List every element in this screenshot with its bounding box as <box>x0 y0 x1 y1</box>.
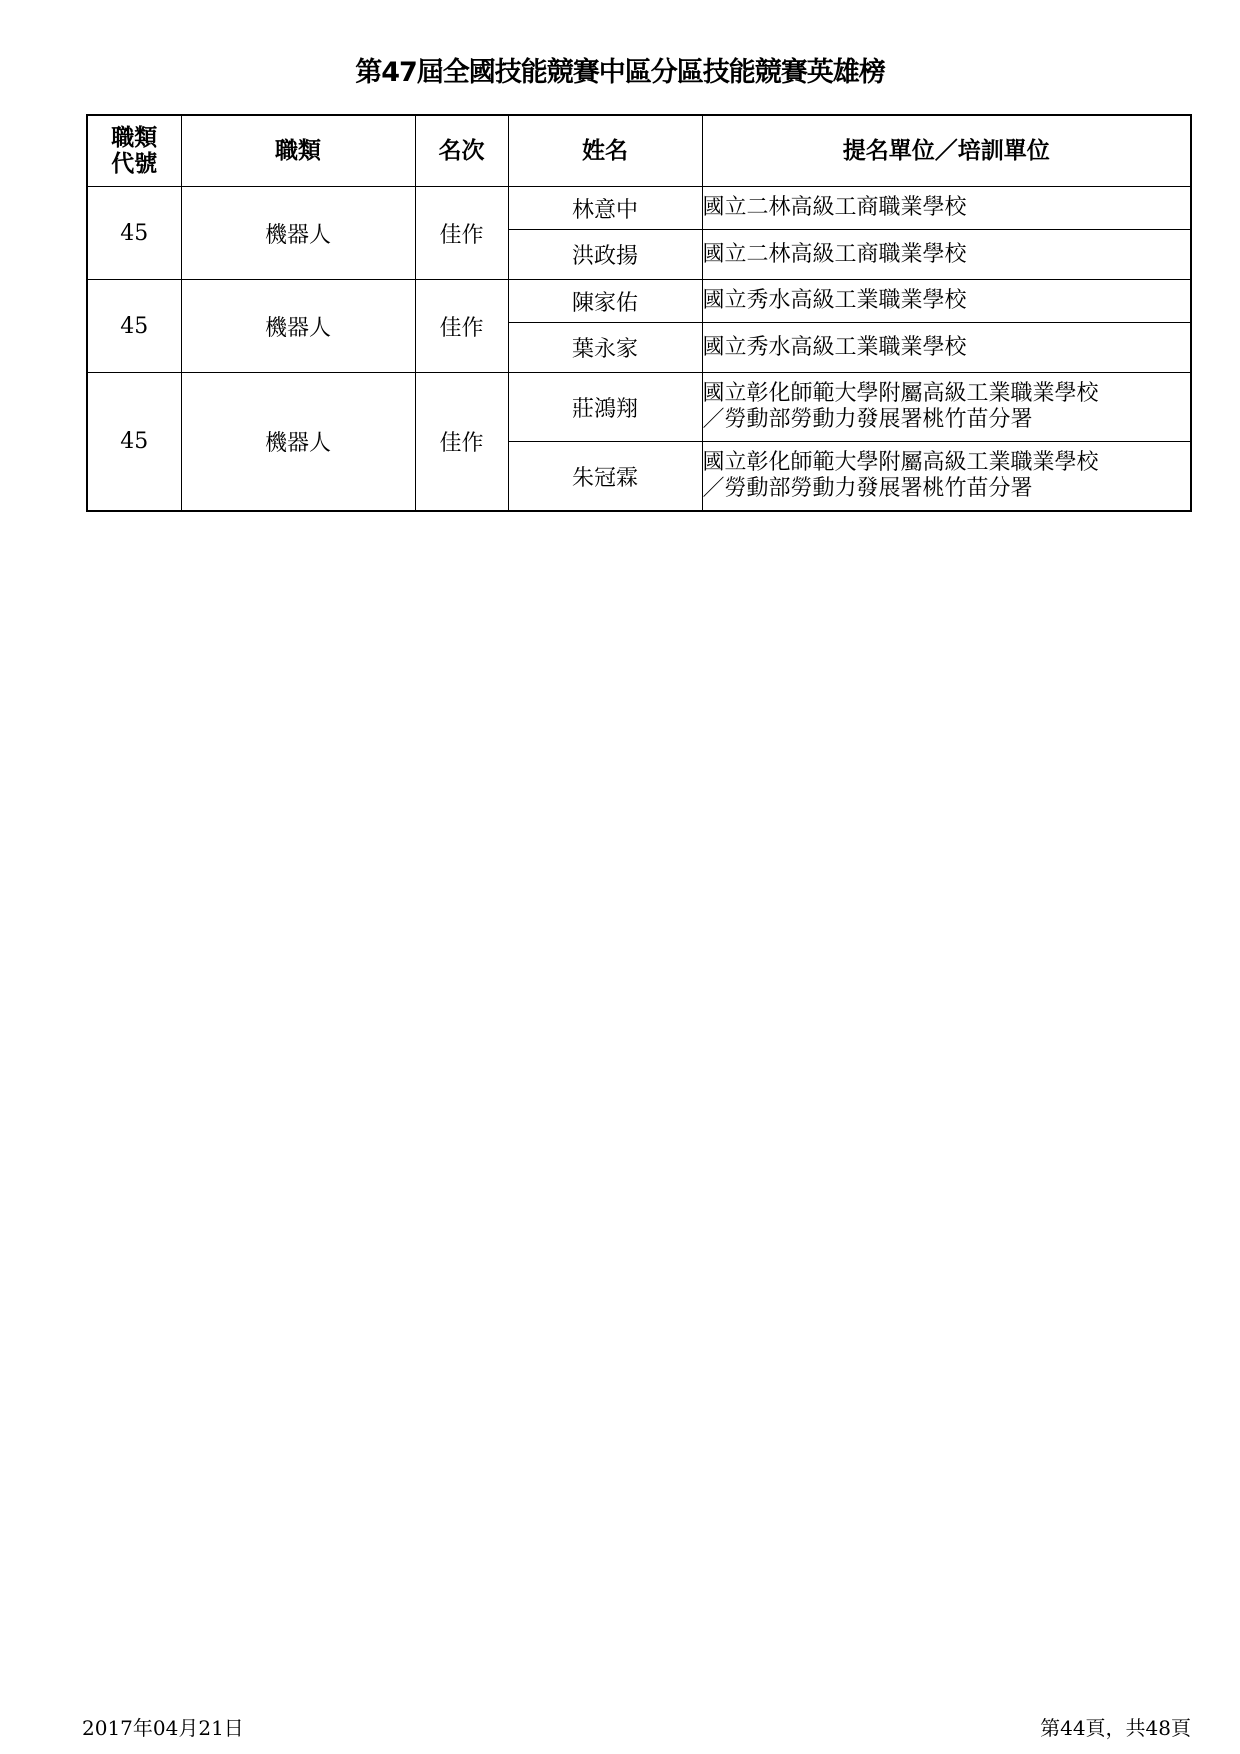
name-cell: 林意中 <box>508 187 702 230</box>
table-row <box>87 187 1191 230</box>
header-trade: 職類 <box>181 115 415 187</box>
honor-roll-table <box>86 114 1192 512</box>
page-title: 第47屆全國技能競賽中區分區技能競賽英雄榜 <box>355 57 885 88</box>
unit-cell <box>702 323 1191 373</box>
rank-cell: 佳作 <box>415 187 508 280</box>
table-row <box>87 373 1191 442</box>
footer-page-number: 第44頁，共48頁 <box>1040 1716 1191 1740</box>
name-cell: 葉永家 <box>508 323 702 373</box>
header-trade-code <box>87 115 181 187</box>
unit-cell <box>702 442 1191 512</box>
trade-cell: 機器人 <box>181 187 415 280</box>
trade-code-cell: 45 <box>87 373 181 512</box>
trade-code-cell: 45 <box>87 280 181 373</box>
footer-date: 2017年04月21日 <box>82 1716 244 1740</box>
unit-line1: 國立二林高級工商職業學校 <box>702 241 967 267</box>
trade-code-cell: 45 <box>87 187 181 280</box>
unit-line1: 國立彰化師範大學附屬高級工業職業學校 <box>702 381 1099 406</box>
table-header-row <box>87 115 1191 187</box>
rank-cell: 佳作 <box>415 280 508 373</box>
table-row <box>87 280 1191 323</box>
unit-cell <box>702 280 1191 323</box>
unit-cell <box>702 373 1191 442</box>
name-cell: 莊鴻翔 <box>508 373 702 442</box>
rank-cell: 佳作 <box>415 373 508 512</box>
unit-line2: ／勞動部勞動力發展署桃竹苗分署 <box>702 407 1033 432</box>
trade-cell: 機器人 <box>181 373 415 512</box>
unit-cell <box>702 230 1191 280</box>
header-name: 姓名 <box>508 115 702 187</box>
header-unit: 提名單位／培訓單位 <box>702 115 1191 187</box>
header-trade-code-line1: 職類 <box>111 125 158 151</box>
unit-cell <box>702 187 1191 230</box>
header-trade-code-line2: 代號 <box>111 151 158 177</box>
name-cell: 洪政揚 <box>508 230 702 280</box>
unit-line1: 國立秀水高級工業職業學校 <box>702 288 967 313</box>
trade-cell: 機器人 <box>181 280 415 373</box>
unit-line2: ／勞動部勞動力發展署桃竹苗分署 <box>702 476 1033 501</box>
header-rank: 名次 <box>415 115 508 187</box>
name-cell: 朱冠霖 <box>508 442 702 512</box>
unit-line1: 國立彰化師範大學附屬高級工業職業學校 <box>702 450 1099 475</box>
unit-line1: 國立二林高級工商職業學校 <box>702 195 967 220</box>
name-cell: 陳家佑 <box>508 280 702 323</box>
unit-line1: 國立秀水高級工業職業學校 <box>702 334 967 360</box>
